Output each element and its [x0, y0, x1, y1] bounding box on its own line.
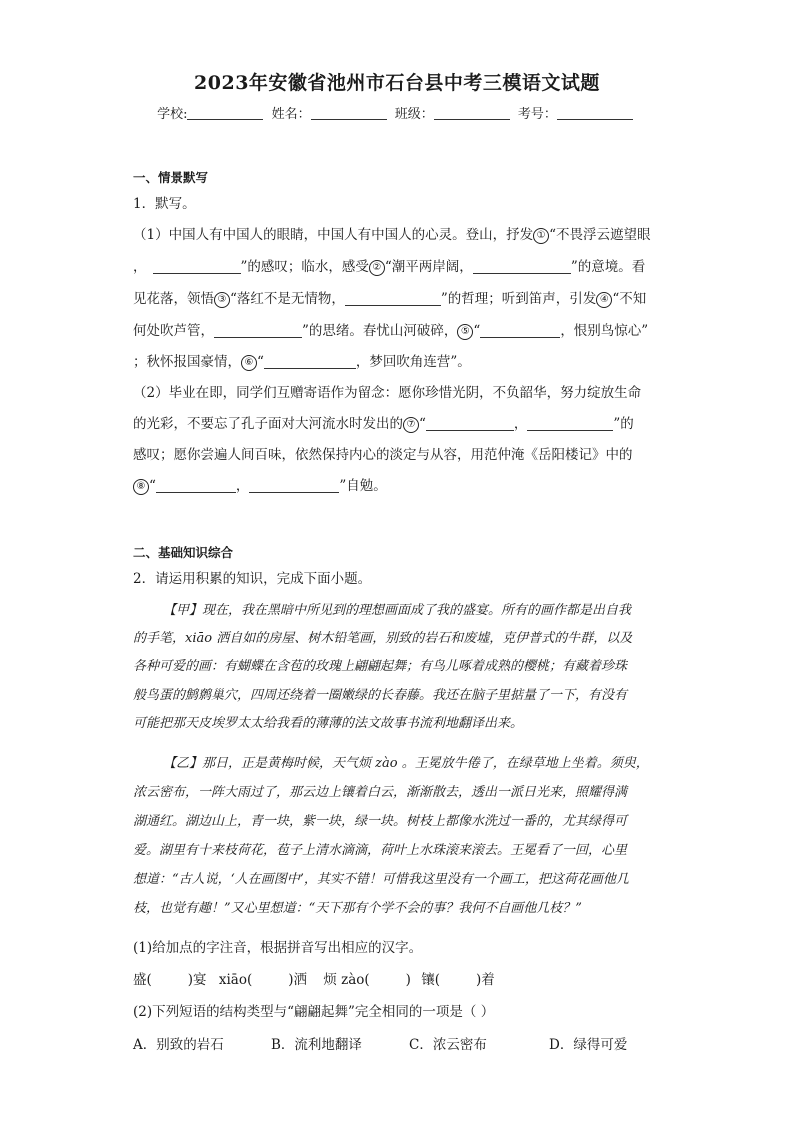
yi-line-3: 湖通红。湖边山上，青一块，紫一块，绿一块。树枝上都像水洗过一番的，尤其绿得可: [133, 814, 628, 829]
section-2-heading: 二、基础知识综合: [133, 545, 234, 560]
blank-5[interactable]: [480, 323, 560, 338]
class-label: 班级：: [394, 107, 434, 122]
student-info-row: [0, 103, 794, 122]
jia-line-4: 般鸟蛋的鹪鹩巢穴，四周还绕着一圈嫩绿的长春藤。我还在脑子里掂量了一下，有没有: [133, 688, 628, 703]
p1-line-1: （1）中国人有中国人的眼睛，中国人有中国人的心灵。登山，抒发 ① “不畏浮云遮望眼: [133, 227, 651, 243]
circle-7: ⑦: [403, 417, 419, 433]
sub-question-1: (1)给加点的字注音，根据拼音写出相应的汉字。: [133, 940, 423, 956]
blank-9[interactable]: [156, 478, 236, 493]
blank-1[interactable]: [153, 259, 241, 274]
pinyin-row: 盛( )宴 xiāo( )洒 烦 zào( ) 镶( )着: [133, 972, 495, 988]
blank-7[interactable]: [426, 416, 514, 431]
exam-no-label: 考号：: [517, 107, 557, 122]
p2-line-2: 的光彩，不要忘了孔子面对大河流水时发出的 ⑦ “ ， ”的: [133, 416, 634, 432]
circle-4: ④: [596, 292, 612, 308]
jia-line-5: 可能把那天皮埃罗太太给我看的薄薄的法文故事书流利地翻译出来。: [133, 716, 524, 731]
options-row: [133, 1033, 663, 1053]
p1-line-2: ， ”的感叹；临水，感受 ② “潮平两岸阔， ”的意境。看: [133, 259, 646, 275]
blank-3[interactable]: [345, 291, 441, 306]
jia-line-1: 【甲】现在，我在黑暗中所见到的理想画面成了我的盛宴。所有的画作都是出自我: [163, 603, 632, 618]
school-field[interactable]: [187, 107, 263, 120]
question-1: 1．默写。: [133, 196, 196, 212]
p2-line-3: 感叹；愿你尝遍人间百味，依然保持内心的淡定与从容，用范仲淹《岳阳楼记》中的: [133, 447, 633, 463]
blank-4[interactable]: [214, 323, 302, 338]
yi-line-1: 【乙】那日，正是黄梅时候，天气烦 zào 。王冕放牛倦了，在绿草地上坐着。须臾，: [163, 756, 649, 771]
blank-10[interactable]: [249, 478, 339, 493]
option-c[interactable]: C．浓云密布: [409, 1037, 487, 1053]
yi-line-5: 想道：“古人说，‘人在画图中’，其实不错！可惜我这里没有一个画工，把这荷花画他几: [133, 872, 629, 887]
blank-6[interactable]: [264, 354, 356, 369]
circle-6: ⑥: [241, 355, 257, 371]
circle-2: ②: [369, 260, 385, 276]
option-b[interactable]: B．流利地翻译: [271, 1037, 362, 1053]
exam-title: 2023年安徽省池州市石台县中考三模语文试题: [194, 72, 600, 94]
circle-5: ⑤: [457, 324, 473, 340]
yi-line-6: 枝，也觉有趣！”又心里想道：“天下那有个学不会的事？我何不自画他几枝？”: [133, 901, 582, 916]
yi-line-4: 爱。湖里有十来枝荷花，苞子上清水滴滴，荷叶上水珠滚来滚去。王冕看了一回，心里: [133, 843, 628, 858]
p1-line-4: 何处吹芦管， ”的思绪。春忧山河破碎， ⑤ “ ，恨别鸟惊心”: [133, 323, 649, 339]
section-1-heading: 一、情景默写: [133, 170, 209, 185]
p2-line-4: ⑧ “ ， ”自勉。: [133, 474, 663, 495]
circle-8: ⑧: [133, 479, 149, 495]
jia-line-3: 各种可爱的画：有蝴蝶在含苞的玫瑰上翩翩起舞；有鸟儿啄着成熟的樱桃；有藏着珍珠: [133, 659, 628, 674]
p2-line-1: （2）毕业在即，同学们互赠寄语作为留念：愿你珍惜光阴，不负韶华，努力绽放生命: [133, 385, 642, 401]
name-label: 姓名：: [271, 107, 311, 122]
circle-1: ①: [533, 228, 549, 244]
option-d[interactable]: D．绿得可爱: [549, 1037, 628, 1053]
jia-line-2: 的手笔，xiāo 洒自如的房屋、树木铅笔画，别致的岩石和废墟，克伊普式的牛群，以及: [133, 631, 633, 646]
blank-2[interactable]: [473, 259, 571, 274]
p1-line-3: 见花落，领悟 ③ “落红不是无情物， ”的哲理；听到笛声，引发 ④ “不知: [133, 291, 647, 307]
class-field[interactable]: [434, 107, 510, 120]
school-label: 学校:: [157, 107, 188, 122]
yi-line-2: 浓云密布，一阵大雨过了，那云边上镶着白云，渐渐散去，透出一派日光来，照耀得满: [133, 785, 628, 800]
name-field[interactable]: [311, 107, 387, 120]
circle-3: ③: [214, 292, 230, 308]
blank-8[interactable]: [527, 416, 613, 431]
p1-line-5: ；秋怀报国豪情， ⑥ “ ，梦回吹角连营”。: [133, 354, 471, 370]
option-a[interactable]: A．别致的岩石: [133, 1037, 224, 1053]
sub-question-2: (2)下列短语的结构类型与“翩翩起舞”完全相同的一项是（ ）: [133, 1004, 495, 1020]
exam-no-field[interactable]: [557, 107, 633, 120]
question-2: 2．请运用积累的知识，完成下面小题。: [133, 571, 372, 587]
